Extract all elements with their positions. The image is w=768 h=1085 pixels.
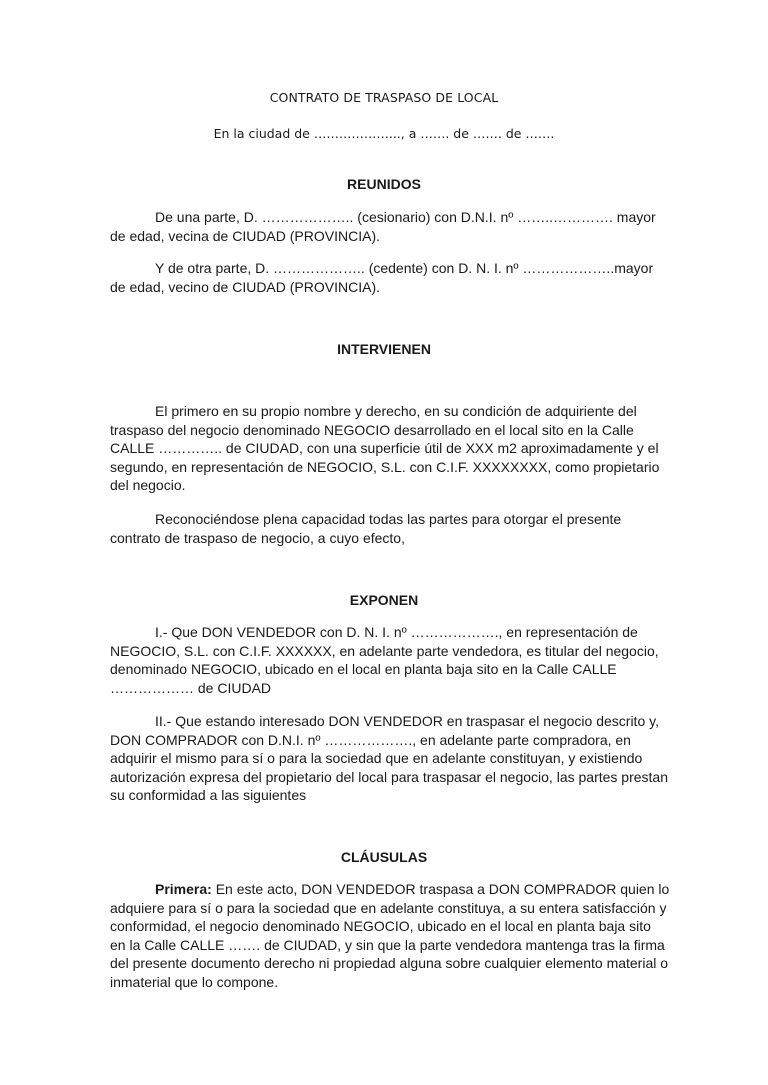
- document-title: CONTRATO DE TRASPASO DE LOCAL: [269, 90, 499, 105]
- paragraph-intervienen-2: Reconociéndose plena capacidad todas las partes para otorgar el presente contrato de traspaso de negocio, a cuyo efecto,: [110, 511, 622, 546]
- paragraph-reunidos-2: Y de otra parte, D. ……………….. (cedente) con D. N. I. nº ………………..mayor de edad, vecino de CIUDAD (PROVINCIA).: [110, 260, 654, 295]
- paragraph-exponen-1: I.- Que DON VENDEDOR con D. N. I. nº ………………., en representación de NEGOCIO, S.L. con C.I.F. XXXXXX, en adelante parte vendedora, es titular del negocio, denominado NEGOCIO, ubicado en el local en planta baja sito en la Calle CALLE ……………… de CIUDAD: [110, 624, 659, 696]
- paragraph-reunidos-1: De una parte, D. ……………….. (cesionario) con D.N.I. nº ……..…………. mayor de edad, vecina de CIUDAD (PROVINCIA).: [110, 209, 656, 244]
- heading-clausulas: CLÁUSULAS: [340, 849, 428, 865]
- clausula-primera-label: Primera:: [155, 881, 212, 897]
- paragraph-intervienen-1: El primero en su propio nombre y derecho, en su condición de adquiriente del traspaso del negocio denominado NEGOCIO desarrollado en el local sito en la Calle CALLE ………….. de CIUDAD, con una superficie útil de XXX m2 aproximadamente y el segundo, en representación de NEGOCIO, S.L. con C.I.F. XXXXXXXX, como propietario del negocio.: [110, 403, 660, 494]
- heading-reunidos: REUNIDOS: [347, 176, 421, 192]
- place-date-line: En la ciudad de ………………..., a ……. de ……. de …….: [213, 126, 555, 141]
- heading-intervienen: INTERVIENEN: [337, 341, 431, 357]
- paragraph-clausula-primera: Primera: En este acto, DON VENDEDOR traspasa a DON COMPRADOR quien lo adquiere para sí o para la sociedad que en adelante constituya, a su entera satisfacción y conformidad, el negocio denominado NEGOCIO, ubicado en el local en planta baja sito en la Calle CALLE ……. de CIUDAD, y sin que la parte vendedora mantenga tras la firma del presente documento derecho ni propiedad alguna sobre cualquier elemento material o inmaterial que lo compone.: [110, 881, 670, 990]
- heading-exponen: EXPONEN: [349, 592, 419, 608]
- paragraph-exponen-2: II.- Que estando interesado DON VENDEDOR en traspasar el negocio descrito y, DON COMPRADOR con D.N.I. nº ………………., en adelante parte compradora, en adquirir el mismo para sí o para la sociedad que en adelante constituyan, y existiendo autorización expresa del propietario del local para traspasar el negocio, las partes prestan su conformidad a las siguientes: [110, 713, 668, 804]
